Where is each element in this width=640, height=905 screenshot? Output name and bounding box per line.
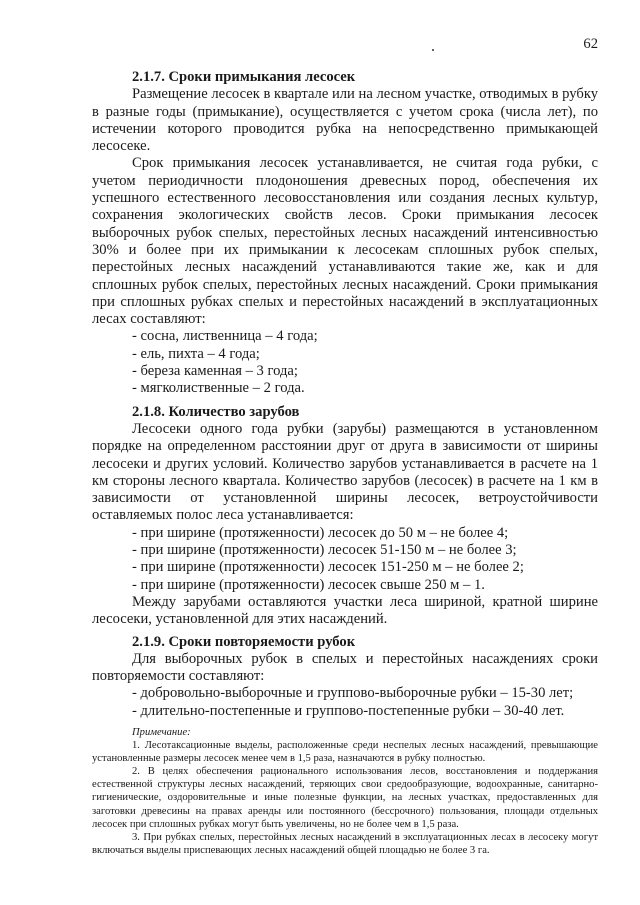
paragraph: Срок примыкания лесосек устанавливается, не считая года рубки, с учетом периодичности плодоношения древесных пород, обеспечения их успешного естественного лесовосстановления или создания лесных культур, сохранения экологических свойств лесов. Сроки примыкания лесосек выборочных рубок спелых, перестойных лесных насаждений интенсивностью 30% и более при их примыкании к лесосекам сплошных рубок спелых, перестойных лесных насаждений устанавливаются такие же, как и для сплошных рубок спелых, перестойных лесных насаждений. Сроки примыкания при сплошных рубках спелых и перестойных насаждений в эксплуатационных лесах составляют:: [92, 155, 598, 328]
paragraph: Размещение лесосек в квартале или на лесном участке, отводимых в рубку в разные годы (примыкание), осуществляется с учетом срока (числа лет), по истечении которого проводится рубка на непосредственно примыкающей лесосеке.: [92, 86, 598, 155]
page-number: 62: [583, 36, 598, 52]
section-heading: 2.1.7. Сроки примыкания лесосек: [132, 69, 356, 85]
document-body: [92, 69, 598, 857]
section-heading: 2.1.9. Сроки повторяемости рубок: [132, 633, 356, 650]
section-2-1-9: [92, 634, 598, 720]
list-item: - ель, пихта – 4 года;: [132, 345, 260, 362]
list-item: - береза каменная – 3 года;: [132, 363, 298, 380]
paragraph: Лесосеки одного года рубки (зарубы) размещаются в установленном порядке на определенном расстоянии друг от друга в зависимости от ширины лесосеки и других условий. Количество зарубов устанавливается в расчете на 1 км стороны лесного квартала. Количество зарубов (лесосек) в расчете на 1 км в зависимости от установленной ширины лесосек, ветроустойчивости оставляемых полос леса устанавливается:: [92, 420, 598, 524]
notes-title: Примечание:: [132, 726, 191, 738]
note-item: 2. В целях обеспечения рационального использования лесов, восстановления и поддержания естественной структуры лесных насаждений, теряющих свои средообразующие, водоохранные, санитарно-гигиенические, оздоровительные и иные полезные функции, на лесных участках, предоставленных для заготовки древесины на правах аренды или постоянного (бессрочного) пользования, площади отдельных лесосек при сплошных рубках могут быть увеличены, но не более чем в 1,5 раза.: [92, 766, 598, 830]
section-heading: 2.1.8. Количество зарубов: [132, 403, 300, 420]
paragraph: Между зарубами оставляются участки леса шириной, кратной ширине лесосеки, установленной для этих насаждений.: [92, 593, 598, 628]
list: [92, 525, 598, 594]
scan-dot: [432, 49, 434, 51]
section-2-1-7: [92, 69, 598, 398]
list-item: - при ширине (протяженности) лесосек 151-250 м – не более 2;: [132, 559, 524, 576]
list-item: - добровольно-выборочные и группово-выборочные рубки – 15-30 лет;: [132, 685, 574, 702]
note-item: 1. Лесотаксационные выделы, расположенные среди неспелых лесных насаждений, превышающие установленные размеры лесосек менее чем в 1,5 раза, назначаются в рубку полностью.: [92, 740, 598, 765]
notes-block: [92, 726, 598, 857]
list-item: - при ширине (протяженности) лесосек 51-150 м – не более 3;: [132, 542, 517, 559]
list-item: - длительно-постепенные и группово-постепенные рубки – 30-40 лет.: [132, 702, 565, 719]
note-item: 3. При рубках спелых, перестойных лесных насаждений в эксплуатационных лесах в лесосеку могут включаться выделы приспевающих лесных насаждений общей площадью не более 3 га.: [92, 831, 598, 856]
list-item: - мягколиственные – 2 года.: [132, 380, 305, 397]
list-item: - сосна, лиственница – 4 года;: [132, 328, 318, 345]
list: [92, 685, 598, 720]
paragraph: Для выборочных рубок в спелых и перестойных насаждениях сроки повторяемости составляют:: [92, 650, 598, 685]
list-item: - при ширине (протяженности) лесосек до 50 м – не более 4;: [132, 524, 509, 541]
list: [92, 328, 598, 397]
list-item: - при ширине (протяженности) лесосек свыше 250 м – 1.: [132, 576, 485, 593]
section-2-1-8: [92, 404, 598, 629]
